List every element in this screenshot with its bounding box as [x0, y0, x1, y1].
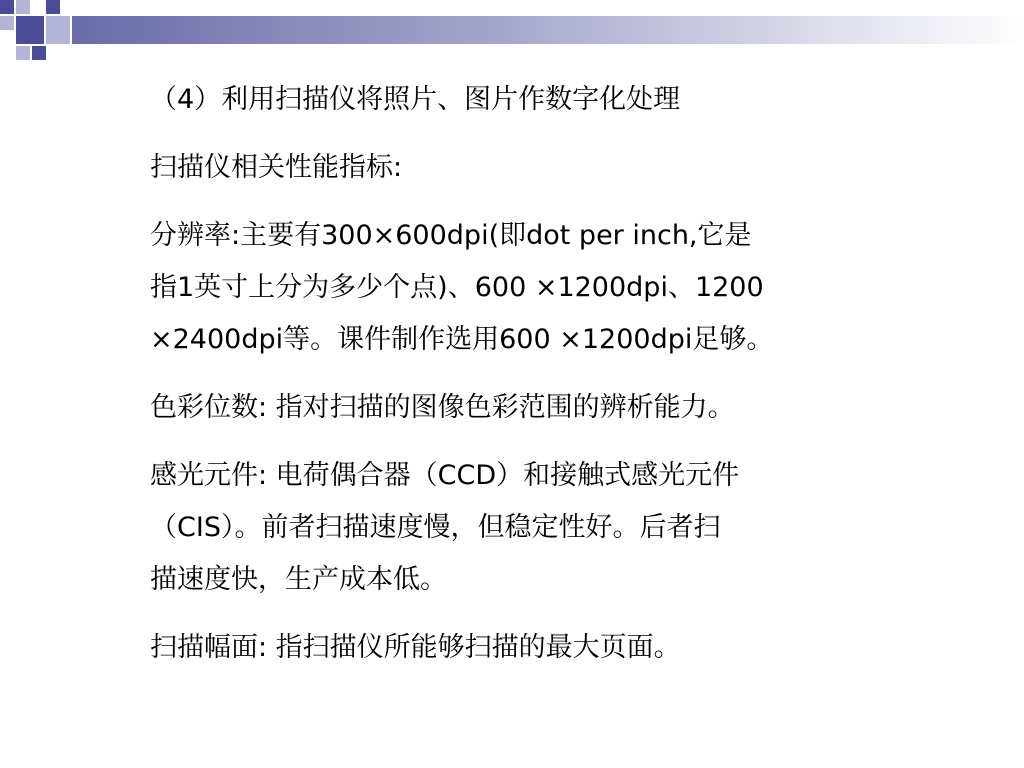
deco-square [46, 0, 60, 14]
paragraph-scanner-usage [150, 80, 910, 120]
paragraph-indicators [150, 148, 910, 188]
deco-square [16, 46, 30, 60]
slide-body [150, 80, 910, 696]
header-decoration [0, 0, 1024, 62]
deco-square [0, 16, 14, 30]
deco-square [16, 0, 30, 14]
deco-square [46, 16, 70, 44]
text-line: （CIS）。前者扫描速度慢，但稳定性好。后者扫 [150, 512, 721, 543]
header-gradient-bar [72, 16, 1024, 44]
deco-square [16, 16, 44, 44]
text-line: 描速度快，生产成本低。 [150, 564, 447, 595]
text-line: 分辨率:主要有300×600dpi(即dot per inch,它是 [150, 220, 752, 251]
text-line: ×2400dpi等。课件制作选用600 ×1200dpi足够。 [150, 324, 774, 355]
text-line: 指1英寸上分为多少个点)、600 ×1200dpi、1200 [150, 272, 764, 303]
paragraph-color-depth [150, 388, 910, 428]
text-line: 扫描仪相关性能指标: [150, 152, 403, 183]
deco-square [32, 46, 46, 60]
deco-square [0, 0, 14, 14]
text-line: 感光元件: 电荷偶合器（CCD）和接触式感光元件 [150, 460, 740, 491]
paragraph-sensor [150, 456, 910, 600]
heading-line: （4）利用扫描仪将照片、图片作数字化处理 [150, 84, 681, 115]
paragraph-scan-area [150, 628, 910, 668]
paragraph-resolution [150, 216, 910, 360]
text-line: 色彩位数: 指对扫描的图像色彩范围的辨析能力。 [150, 392, 735, 423]
text-line: 扫描幅面: 指扫描仪所能够扫描的最大页面。 [150, 632, 681, 663]
